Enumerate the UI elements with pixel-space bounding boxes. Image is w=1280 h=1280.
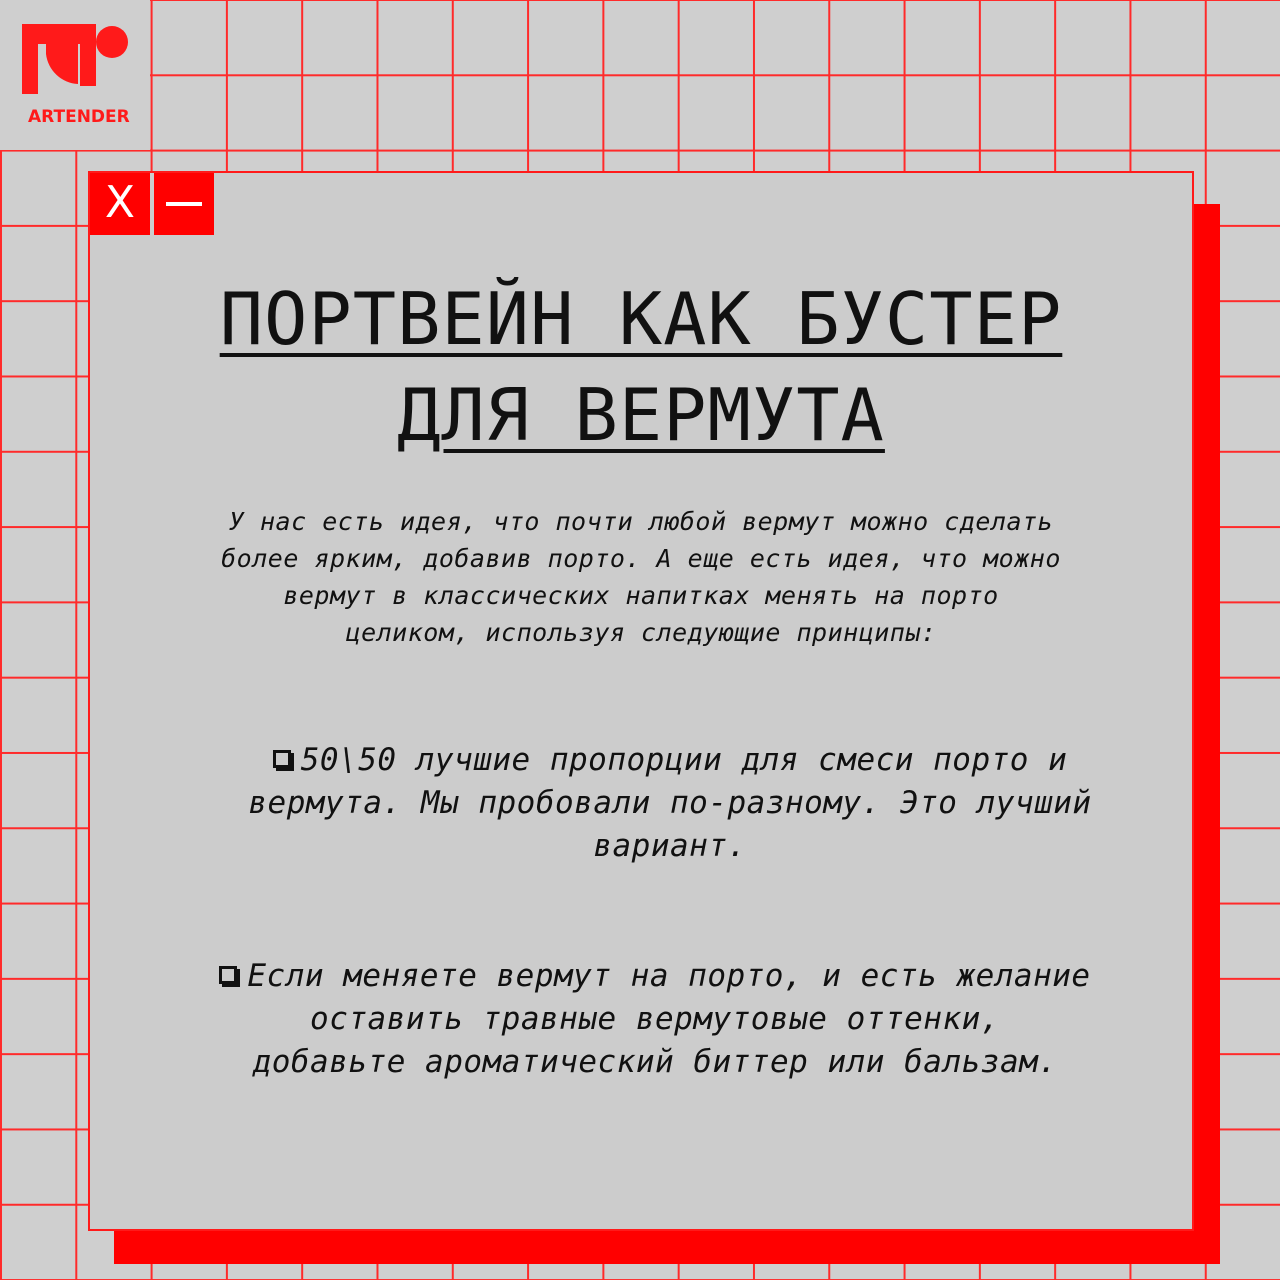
minus-icon [166,202,202,206]
minimize-button[interactable] [154,173,214,235]
artender-logo-icon [22,24,130,98]
close-icon: X [104,177,136,228]
brand-logo [0,0,150,150]
close-button[interactable] [90,173,150,235]
intro-line-3: вермут в классических напитках менять на порто [283,581,999,610]
intro-line-4: целиком, используя следующие принципы: [345,618,937,647]
checkbox-icon [219,966,237,984]
bullet-1-line-1: 50\50 лучшие пропорции для смеси порто и [300,742,1068,778]
brand-name: ARTENDER [28,107,130,127]
intro-line-2: более ярким, добавив порто. А еще есть идея, что можно [221,544,1061,573]
title-line-2: ДЛЯ ВЕРМУТА [397,373,885,457]
bullet-2-line-3: добавьте ароматический биттер или бальзам. [252,1044,1058,1080]
intro-line-1: У нас есть идея, что почти любой вермут можно сделать [228,507,1054,536]
bullet-1-line-3: вариант. [593,828,747,864]
title-line-1: ПОРТВЕЙН КАК БУСТЕР [219,277,1063,361]
bullet-2-line-1: Если меняете вермут на порто, и есть желание [247,958,1091,994]
intro-text [120,503,1162,651]
list-item [180,739,1160,868]
content-window [88,171,1194,1231]
bullet-1-line-2: вермута. Мы пробовали по-разному. Это лучший [248,785,1092,821]
checkbox-icon [273,750,291,768]
bullet-2-line-2: оставить травные вермутовые оттенки, [310,1001,1000,1037]
page-title [90,271,1192,463]
list-item [140,955,1170,1084]
